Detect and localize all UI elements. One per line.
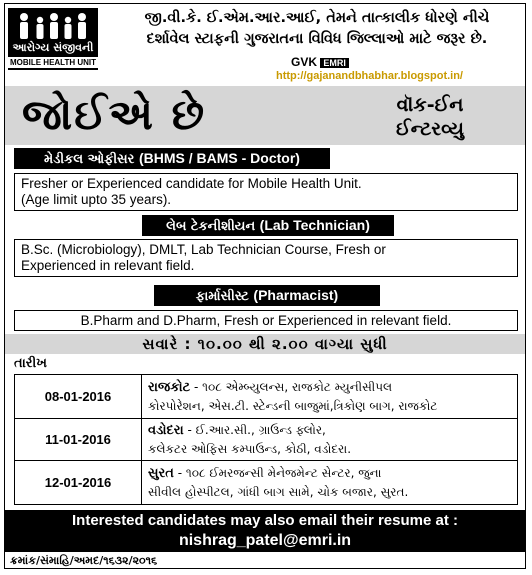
venue-address-line: સીવીલ હોસ્પીટલ, ગાંધી બાગ સામે, ચોક બજાર, સુરત. [148, 485, 409, 499]
logo-gujarati-text: આરોગ્ય સંજીવની [12, 41, 94, 54]
schedule-date: 11-01-2016 [15, 419, 142, 461]
interview-timing: સવારે : ૧૦.૦૦ થી ૨.૦૦ વાગ્યા સુધી [5, 334, 525, 354]
logo-english-text: MOBILE HEALTH UNIT [9, 58, 97, 67]
mobile-health-unit-logo [8, 8, 98, 70]
emri-text: EMRI [320, 58, 349, 68]
table-row [15, 419, 518, 461]
post-title-english: (Lab Technician) [259, 217, 370, 233]
venue-city: સુરત [148, 466, 174, 481]
post-title-gujarati: લેબ ટેકનીશીયન [166, 219, 256, 234]
venue-address-line: - ૧૦૮ એમ્બ્યુલન્સ, રાજકોટ મ્યુનીસીપલ [190, 380, 393, 394]
family-figures-icon [14, 11, 92, 41]
venue-address-line: કલેકટર ઓફિસ કમ્પાઉન્ડ, કોઠી, વડોદરા. [148, 442, 352, 456]
schedule-venue [142, 461, 518, 505]
post-body-pharmacist [14, 310, 518, 331]
walk-in-label: વૉક-ઈન [396, 94, 464, 116]
post-title-gujarati: મેડીકલ ઓફીસર [44, 152, 135, 167]
post-description-line: B.Pharm and D.Pharm, Fresh or Experienced in relevant field. [80, 313, 452, 328]
schedule-table [14, 374, 518, 505]
intro-line-2: દર્શાવેલ સ્ટાફની ગુજરાતના વિવિધ જિલ્લાઓ માટે જરૂર છે. [146, 31, 488, 47]
venue-address-line: - ઈ.આર.સી., ગ્રાઉન્ડ ફ્લોર, [183, 423, 326, 437]
venue-city: રાજકોટ [148, 380, 191, 395]
table-row [15, 375, 518, 419]
post-title-english: (BHMS / BAMS - Doctor) [138, 150, 300, 166]
contact-footer [5, 510, 525, 552]
contact-email-link[interactable]: nishrag_patel@emri.in [178, 532, 352, 549]
table-row [15, 461, 518, 505]
gvk-emri-logo [291, 55, 349, 69]
post-header-medical-officer [14, 148, 330, 169]
schedule-venue [142, 375, 518, 419]
page-title: જોઈએ છે [22, 90, 207, 139]
venue-city: વડોદરા [148, 423, 184, 438]
post-body-medical-officer [14, 173, 518, 211]
post-header-lab-technician [142, 215, 394, 236]
schedule-venue [142, 419, 518, 461]
date-column-label: તારીખ [14, 356, 47, 371]
post-description-line: Fresher or Experienced candidate for Mobile Health Unit. [21, 176, 362, 191]
post-title-english: (Pharmacist) [253, 287, 339, 303]
post-body-lab-technician [14, 239, 518, 277]
post-description-line: B.Sc. (Microbiology), DMLT, Lab Technician Course, Fresh or [21, 242, 386, 257]
post-header-pharmacist [154, 285, 380, 306]
post-title-gujarati: ફાર્માસીસ્ટ [195, 289, 249, 304]
schedule-date: 12-01-2016 [15, 461, 142, 505]
schedule-date: 08-01-2016 [15, 375, 142, 419]
interview-label: ઈન્ટરવ્યુ [396, 118, 464, 140]
venue-address-line: - ૧૦૮ ઈમરજન્સી મેનેજમેન્ટ સેન્ટર, જુના [173, 466, 382, 480]
intro-line-1: જી.વી.કે. ઈ.એમ.આર.આઈ, તેમને તાત્કાલીક ધોરણે નીચે [144, 10, 490, 26]
gvk-text: GVK [291, 55, 318, 69]
venue-address-line: કોરપોરેશન, એસ.ટી. સ્ટેન્ડની બાજુમાં,ત્રિકોણ બાગ, રાજકોટ [148, 399, 438, 413]
post-description-line: Experienced in relevant field. [21, 258, 195, 273]
email-invitation-text: Interested candidates may also email their resume at : [72, 512, 458, 529]
post-description-line: (Age limit upto 35 years). [21, 192, 172, 207]
reference-number: ક્રમાંક/સંમાહિ/અમદ/૧૬૩૨/૨૦૧૬ [10, 554, 158, 567]
blog-url[interactable]: http://gajanandbhabhar.blogspot.in/ [276, 70, 463, 82]
